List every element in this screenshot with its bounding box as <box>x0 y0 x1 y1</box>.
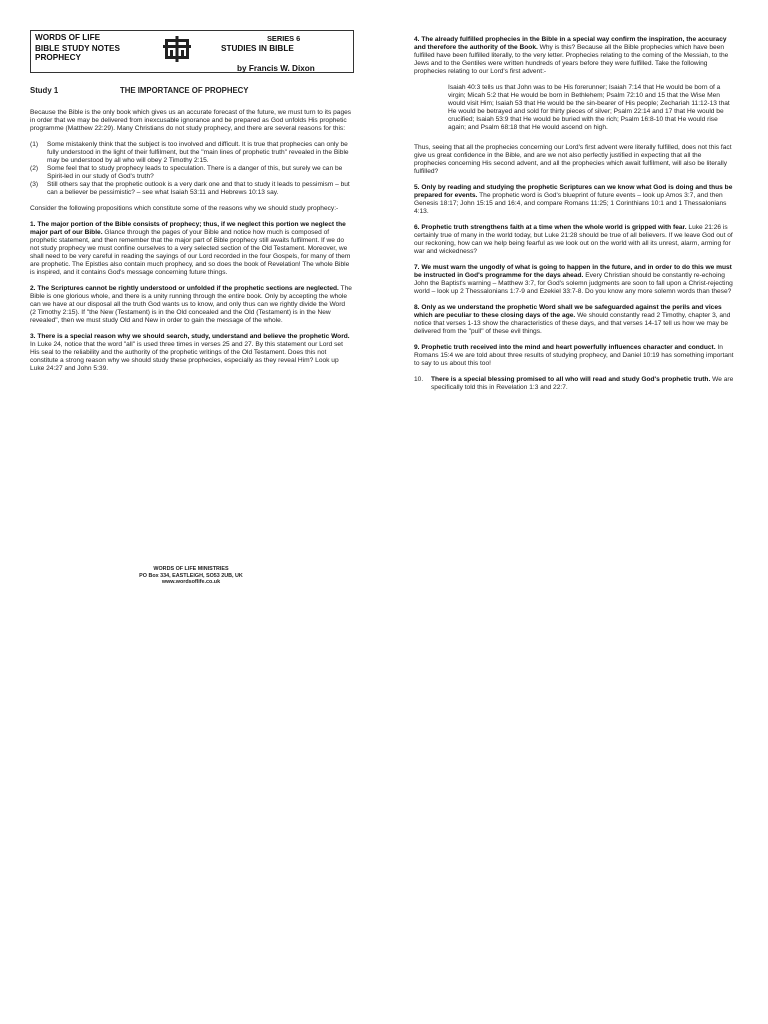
right-column <box>414 36 734 392</box>
list-item: (2) Some feel that to study prophecy leads to speculation. There is a danger of this, but surely we can be Spirit-led in our study of God's truth? <box>30 165 343 180</box>
intro-paragraph: Because the Bible is the only book which gives us an accurate forecast of the future, we must turn to its pages in order that we may be delivered from inexcusable ignorance and be prepared as God unfolds His prophetic programme (Matthew 22:29). Many Christians do not study prophecy, and there are several reasons for this: <box>30 109 352 132</box>
header-words-of-life: WORDS OF LIFE <box>35 33 101 42</box>
point-paragraph: 7. We must warn the ungodly of what is going to happen in the future, and in order to do this we must be instructed in God's programme for the days ahead. Every Christian should be constantly re-echoing John the Baptist's warning – Matthew 3:7, for God's solemn judgments are soon to fall upon a Christ-rejecting world – look up 2 Thessalonians 1:7-9 and Ezekiel 33:7-8. Do you know any more solemn words than these? <box>414 264 733 295</box>
header-box <box>30 30 354 73</box>
reasons-list <box>30 141 352 197</box>
point-paragraph: 2. The Scriptures cannot be rightly understood or unfolded if the prophetic sections are neglected. The Bible is one glorious whole, and there is a unity running through the entire book. Only by accepting the whole can we have at our disposal all the truth God wants us to know, and only thus can we rightly divide the Word (2 Timothy 2:15). If "the New (Testament) is in the Old concealed and the Old (Testament) is in the New revealed", then we must study Old and New in order to gain the message of the whole. <box>30 285 352 324</box>
prophecy-references: Isaiah 40:3 tells us that John was to be His forerunner; Isaiah 7:14 that He would be born of a virgin; Micah 5:2 that He would be born in Bethlehem; Psalm 72:10 and 15 that the Wise Men would visit Him; Isaiah 53 that He would be the sin-bearer of His people; Zechariah 11:12-13 that He would be betrayed and sold for thirty pieces of silver; Psalm 22:14 and 17 that He would be crucified; Isaiah 53:9 that He would be buried with the rich; Psalm 16:8-10 that He would rise again; and Psalm 68:18 that He would ascend on high. <box>448 84 730 131</box>
header-series: SERIES 6 <box>267 34 301 43</box>
point-paragraph: 3. There is a special reason why we should search, study, understand and believe the prophetic Word. In Luke 24, notice that the word "all" is used three times in verses 25 and 27. By this statement our Lord set His seal to the reliability and the authority of the prophetic writings of the Old Testament. Does this not constitute a strong reason why we should study these prophecies, especially as they reveal Him? Look up Luke 24:27 and John 5:39. <box>30 333 350 372</box>
left-column <box>30 30 352 381</box>
header-prophecy: PROPHECY <box>35 53 81 62</box>
header-bible-study-notes: BIBLE STUDY NOTES <box>35 44 120 53</box>
study-title: THE IMPORTANCE OF PROPHECY <box>120 86 249 95</box>
study-number: Study 1 <box>30 86 59 95</box>
study-heading <box>30 87 352 97</box>
point-paragraph: 10. There is a special blessing promised to all who will read and study God's prophetic truth. We are specifically told this in Revelation 1:3 and 22:7. <box>414 376 734 391</box>
footer-address: PO Box 334, EASTLEIGH, SO53 2UB, UK <box>139 572 243 579</box>
consider-paragraph: Consider the following propositions which constitute some of the reasons why we should study prophecy:- <box>30 205 339 212</box>
church-cross-logo-icon <box>163 36 191 62</box>
header-studies: STUDIES IN BIBLE <box>221 44 294 53</box>
footer-website[interactable]: www.wordsoflife.co.uk <box>161 579 221 585</box>
list-item: (1) Some mistakenly think that the subject is too involved and difficult. It is true that prophecies can only be fully understood in the light of their fulfilment, but the "main lines of prophetic truth" revealed in the Bible may be understood by all who will obey 2 Timothy 2:15. <box>30 141 349 164</box>
point-paragraph: 9. Prophetic truth received into the mind and heart powerfully influences character and conduct. In Romans 15:4 we are told about three results of studying prophecy, and Daniel 10:19 has something important to say to us about this too! <box>414 344 734 367</box>
footer-ministry: WORDS OF LIFE MINISTRIES <box>153 566 229 572</box>
point-paragraph: 6. Prophetic truth strengthens faith at a time when the whole world is gripped with fear. Luke 21:26 is certainly true of many in the world today, but Luke 21:28 should be true of all believers. If we leave God out of our reckoning, how can we help being fearful as we look out on the world with all its unrest, alarm, arming for war and wickedness? <box>414 224 733 255</box>
point-paragraph: 5. Only by reading and studying the prophetic Scriptures can we know what God is doing and thus be prepared for events. The prophetic word is God's blueprint of future events – look up Amos 3:7, and then Genesis 18:17; John 15:15 and 16:4, and compare Romans 11:25; 1 Corinthians 10:1 and 1 Thessalonians 4:13. <box>414 184 733 215</box>
conclusion-paragraph: Thus, seeing that all the prophecies concerning our Lord's first advent were literally fulfilled, does not this fact give us great confidence in the Bible, and are we not also perfectly justified in expecting that all the prophecies concerning His second advent, and all the prophecies which await fulfilment, will also be literally fulfilled? <box>414 144 732 175</box>
point-paragraph: 1. The major portion of the Bible consists of prophecy; thus, if we neglect this portion we neglect the major part of our Bible. Glance through the pages of your Bible and notice how much is composed of prophetic statement, and then remember that the major part of Bible prophecy still awaits fulfilment. If we do not study prophecy we must confine ourselves to a very selected section of the Old Testament. Moreover, we shall need to be very careful in reading the sayings of our Lord recorded in the four Gospels, for many of them are prophetic. The Epistles also contain much prophecy, and so does the book of Revelation! The whole Bible is inspired, and it contains God's message concerning future things. <box>30 221 351 276</box>
point-paragraph: 8. Only as we understand the prophetic Word shall we be safeguarded against the perils and vices which are peculiar to these closing days of the age. We should constantly read 2 Timothy, chapter 3, and notice that verses 1-13 show the characteristics of these days, and that verses 14-17 tell us how we may be delivered from the "pull" of these evil things. <box>414 304 731 335</box>
point-paragraph: 4. The already fulfilled prophecies in the Bible in a special way confirm the inspiration, the accuracy and therefore the authority of the Book. Why is this? Because all the Bible prophecies which have been fulfilled have been fulfilled literally, to the very letter. Prophecies relating to the coming of the Messiah, to the Jews and to the Gentiles were written hundreds of years before they were fulfilled. Take the following prophecies relating to our Lord's first advent:- <box>414 36 729 75</box>
list-item: (3) Still others say that the prophetic outlook is a very dark one and that to study it leads to pessimism – but can a believer be pessimistic? – see what Isaiah 53:11 and Hebrews 10:13 say. <box>30 181 350 196</box>
footer <box>30 566 352 586</box>
header-author: by Francis W. Dixon <box>237 64 315 73</box>
